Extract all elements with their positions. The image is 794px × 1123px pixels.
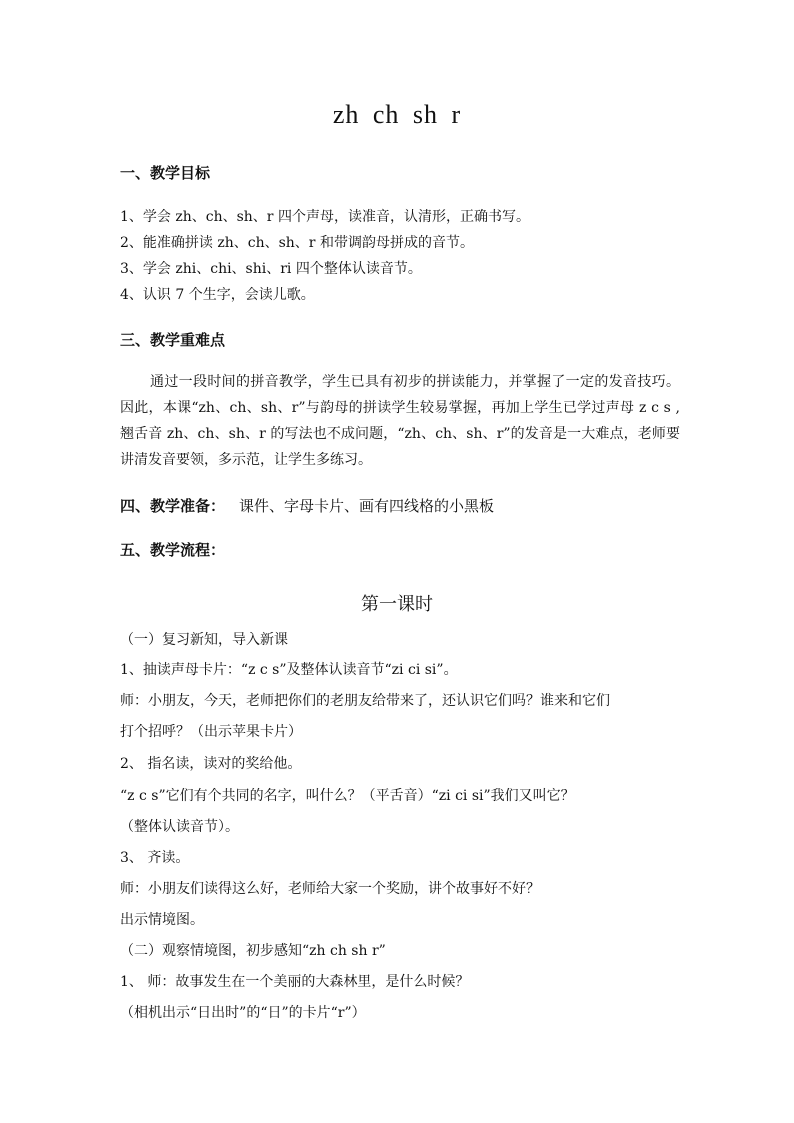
section3-heading: 三、教学重难点 [120,331,226,349]
goal-item-4: 4、认识 7 个生字，会读儿歌。 [120,287,315,303]
section3-paragraph: 通过一段时间的拼音教学，学生已具有初步的拼读能力，并掌握了一定的发音技巧。因此，本课“zh、ch、sh、r”与韵母的拼读学生较易掌握，再加上学生已学过声母 z c s ,翘舌音 zh、ch、sh、r 的写法也不成问题，“zh、ch、sh、r”的发音是一大难点，老师要讲清发音要领，多示范，让学生多练习。 [120,374,680,468]
lesson-line-3: 师：小朋友，今天，老师把你们的老朋友给带来了，还认识它们吗？谁来和它们 [120,693,610,709]
lesson-line-11: （二）观察情境图，初步感知“zh ch sh r” [120,943,386,959]
lesson-line-12: 1、 师：故事发生在一个美丽的大森林里，是什么时候？ [120,974,470,990]
lesson-line-7: （整体认读音节）。 [120,819,239,835]
lesson-line-13: （相机出示“日出时”的“日”的卡片“r”） [120,1005,366,1021]
lesson-line-1: （一）复习新知，导入新课 [120,632,288,648]
lesson-line-2: 1、抽读声母卡片：“z c s”及整体认读音节“zi ci si”。 [120,662,458,678]
goal-item-1: 1、学会 zh、ch、sh、r 四个声母，读准音，认清形，正确书写。 [120,209,530,225]
section4-heading [120,495,494,516]
section5-heading: 五、教学流程： [120,541,226,559]
lesson-line-8: 3、 齐读。 [120,850,190,866]
lesson-line-9: 师：小朋友们读得这么好，老师给大家一个奖励，讲个故事好不好？ [120,881,540,897]
goal-item-2: 2、能准确拼读 zh、ch、sh、r 和带调韵母拼成的音节。 [120,235,474,251]
lesson-subtitle: 第一课时 [361,594,433,615]
section4-label: 四、教学准备： [120,497,226,515]
lesson-line-6: “z c s”它们有个共同的名字，叫什么？（平舌音）“zi ci si”我们又叫它？ [120,788,575,804]
section1-heading: 一、教学目标 [120,164,211,182]
document-title: zh ch sh r [332,100,462,129]
lesson-line-4: 打个招呼？（出示苹果卡片） [120,724,302,740]
section4-value: 课件、字母卡片、画有四线格的小黑板 [239,497,495,515]
lesson-line-10: 出示情境图。 [120,912,204,928]
lesson-line-5: 2、 指名读，读对的奖给他。 [120,756,302,772]
goal-item-3: 3、学会 zhi、chi、shi、ri 四个整体认读音节。 [120,261,422,277]
